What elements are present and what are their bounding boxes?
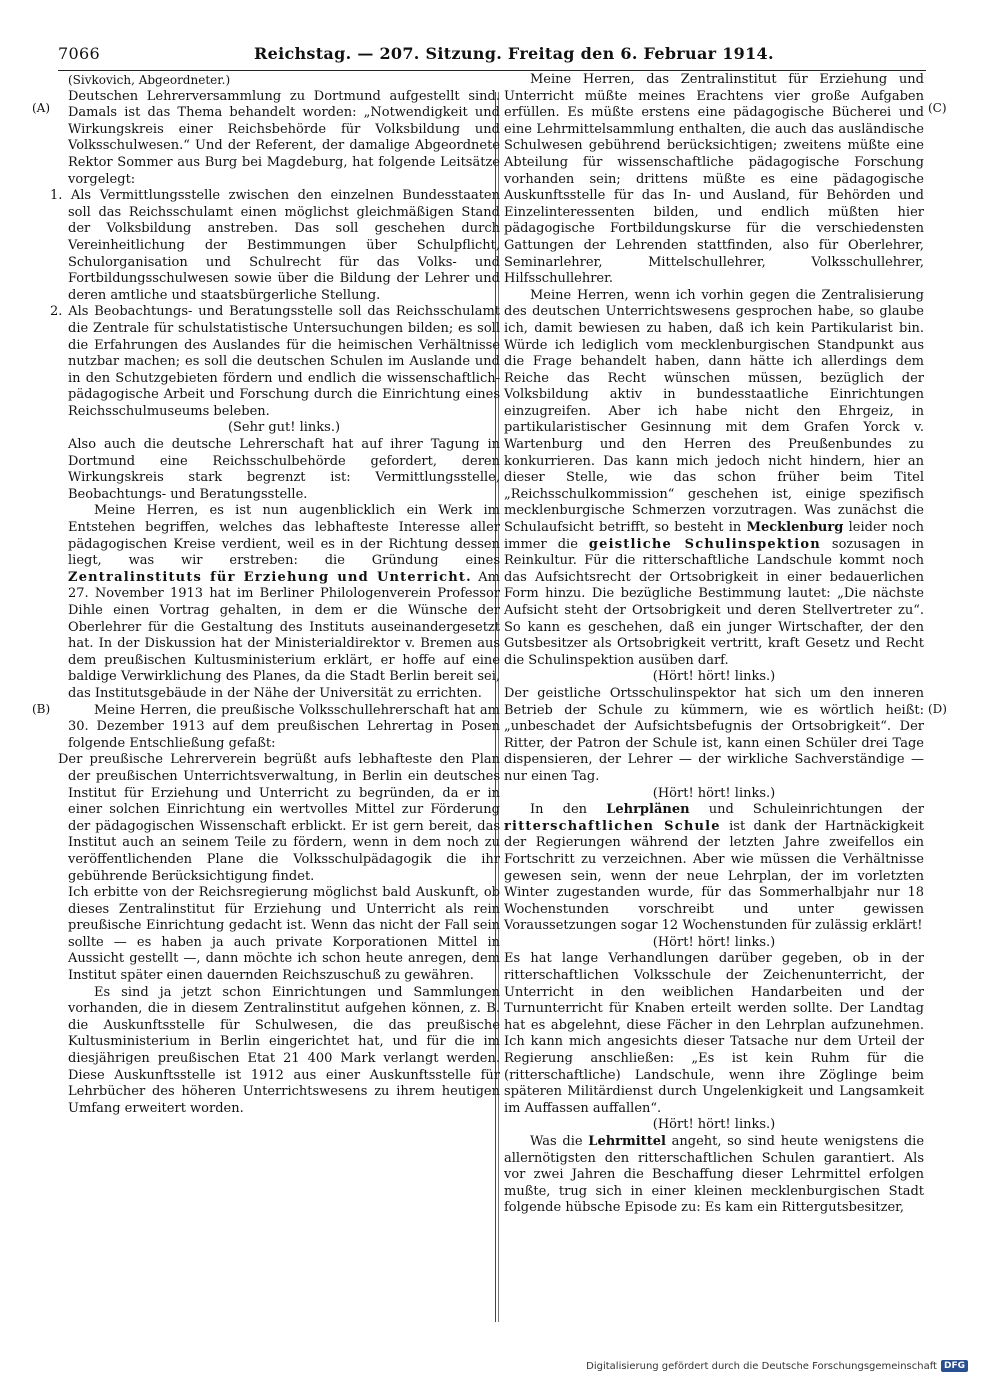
paragraph: Ich erbitte von der Reichsregierung möglichst bald Auskunft, ob dieses Zentralinstitut für Erziehung und Unterricht als rein preußische Einrichtung gedacht ist. Wenn das nicht der Fall sein sollte — es haben ja auch private Korporationen Mittel in Aussicht gestellt —, dann möchte ich schon heute anregen, dem Institut später einen dauernden Reichszuschuß zu gewähren. (68, 885, 500, 984)
paragraph: Meine Herren, das Zentralinstitut für Erziehung und Unterricht müßte meines Erachtens vier große Aufgaben erfüllen. Es müßte erstens eine pädagogische Bücherei und eine Lehrmittelsammlung enthalten, die auch das ausländische Schulwesen gebührend berücksichtigen; zweitens müßte eine Abteilung für wissenschaftliche pädagogische Forschung vorhanden sein; drittens müßte es eine pädagogische Auskunftsstelle für das In- und Ausland, für Behörden und Einzelinteressenten bilden, und endlich müßten hier pädagogische Fortbildungskurse für die verschiedensten Gattungen der Lehrenden stattfinden, also für Oberlehrer, Seminarlehrer, Mittelschullehrer, Volksschullehrer, Hilfsschullehrer. (504, 72, 924, 287)
emphasis: ritterschaftlichen Schule (504, 818, 721, 834)
margin-marker-c: (C) (928, 101, 947, 115)
interjection: (Sehr gut! links.) (227, 420, 341, 436)
list-item: 2. Als Beobachtungs- und Beratungsstelle soll das Reichsschulamt die Zentrale für schulstatistische Untersuchungen bilden; es soll die Erfahrungen des Auslandes für die heimischen Verhältnisse nutzbar machen; es soll die deutschen Schulen im Auslande und in den Schutzgebieten fördern und endlich die wissenschaftlich-pädagogische Arbeit und Forschung durch die Einrichtung eines Reichsschulmuseums beleben. (50, 304, 500, 419)
left-column (50, 72, 500, 1117)
footer-text: Digitalisierung gefördert durch die Deutsche Forschungsgemeinschaft (586, 1360, 937, 1372)
paragraph-text: Was die (530, 1134, 583, 1149)
paragraph-text: ist dank der Hartnäckigkeit der Regierungen während der letzten Jahre zweifellos ein Fortschritt zu verzeichnen. Aber wie müssen die Verhältnisse gewesen sein, wenn der neue Lehrplan, der im vorletzten Winter zugestanden wurde, für das Sommerhalbjahr nur 18 Wochenstunden vorschreibt und unter gewissen Voraussetzungen sogar 12 Wochenstunden für zulässig erklärt! (504, 818, 924, 934)
page-number: 7066 (58, 44, 100, 63)
paragraph: Der geistliche Ortsschulinspektor hat sich um den inneren Betrieb der Schule zu kümmern, wie es wörtlich heißt: „unbeschadet der Aufsichtsbefugnis der Ortsobrigkeit“. Der Ritter, der Patron der Schule ist, kann einen Schüler drei Tage dispensieren, der Lehrer — der wirkliche Sachverständige — nur einen Tag. (504, 685, 924, 784)
margin-marker-a: (A) (32, 101, 51, 115)
emphasis: Mecklenburg (746, 520, 844, 536)
emphasis: Lehrmittel (588, 1134, 666, 1149)
paragraph: Meine Herren, die preußische Volksschullehrerschaft hat am 30. Dezember 1913 auf dem preußischen Lehrertag in Posen folgende Entschließung gefaßt: (68, 702, 500, 751)
page-header (58, 42, 926, 70)
margin-marker-b: (B) (32, 702, 51, 716)
paragraph: Es hat lange Verhandlungen darüber gegeben, ob in der ritterschaftlichen Volksschule der Zeichenunterricht, der Unterricht in den weiblichen Handarbeiten und der Turnunterricht für Knaben erteilt werden sollte. Der Landtag hat es abgelehnt, diese Fächer in den Lehrplan aufzunehmen. Ich kann mich angesichts dieser Tatsache nur dem Urteil der Regierung anschließen: „Es ist kein Ruhm für die (ritterschaftliche) Landschule, wenn ihre Zöglinge beim späteren Militärdienst durch Ungelenkigkeit und Langsamkeit im Auffassen auffallen“. (504, 951, 924, 1116)
header-rule (58, 70, 926, 71)
paragraph-text: In den (530, 802, 588, 818)
paragraph: Also auch die deutsche Lehrerschaft hat auf ihrer Tagung in Dortmund eine Reichsschulbehörde gefordert, deren Wirkungskreis stark begrenzt ist: Vermittlungsstelle, Beobachtungs- und Beratungsstelle. (68, 437, 500, 502)
paragraph-text: und Schuleinrichtungen der (708, 802, 924, 818)
paragraph-text: Meine Herren, es ist nun augenblicklich ein Werk im Entstehen begriffen, welches das lebhafteste Interesse aller pädagogischen Kreise verdient, weil es in der Richtung dessen liegt, was wir erstreben: die Gründung eines (68, 503, 500, 569)
paragraph (504, 288, 924, 670)
paragraph-text: leider noch immer die (504, 520, 924, 552)
interjection: (Hört! hört! links.) (652, 785, 776, 801)
interjection: (Hört! hört! links.) (652, 1117, 776, 1133)
dfg-logo: DFG (941, 1360, 968, 1372)
paragraph (504, 802, 924, 935)
paragraph (68, 503, 500, 702)
right-column (504, 72, 924, 1217)
margin-marker-d: (D) (928, 702, 947, 716)
speaker-label: (Sivkovich, Abgeordneter.) (68, 73, 231, 87)
emphasis: Zentralinstituts für Erziehung und Unterricht. (68, 569, 472, 585)
running-title: Reichstag. — 207. Sitzung. Freitag den 6. Februar 1914. (254, 44, 774, 63)
emphasis: Lehrplänen (606, 802, 690, 818)
interjection: (Hört! hört! links.) (652, 669, 776, 685)
paragraph (504, 1134, 924, 1217)
paragraph-text: sozusagen in Reinkultur. Für die ritterschaftliche Landschule kommt noch das Aufsichtsrecht der Ortsobrigkeit in einer bedauerlichen Form hinzu. Die bezügliche Bestimmung lautet: „Die nächste Aufsicht steht der Ortsobrigkeit und deren Stellvertreter zu“. So kann es geschehen, daß ein junger Wirtschafter, der den Gutsbesitzer als Ortsobrigkeit vertritt, kraft Gesetz und Recht die Schulinspektion ausüben darf. (504, 536, 924, 668)
paragraph: Deutschen Lehrerversammlung zu Dortmund aufgestellt sind. Damals ist das Thema behandelt worden: „Notwendigkeit und Wirkungskreis einer Reichsbehörde für Volksbildung und Volksschulwesen.“ Und der Referent, der damalige Abgeordnete Rektor Sommer aus Burg bei Magdeburg, hat folgende Leitsätze vorgelegt: (68, 88, 500, 187)
paragraph: Es sind ja jetzt schon Einrichtungen und Sammlungen vorhanden, die in diesem Zentralinstitut aufgehen können, z. B. die Auskunftsstelle für Schulwesen, die das preußische Kultusministerium in Berlin eingerichtet hat, und für die im diesjährigen preußischen Etat 21 400 Mark verlangt werden. Diese Auskunftsstelle ist 1912 aus einer Auskunftsstelle für Lehrbücher des höheren Unterrichtswesens zu ihrem heutigen Umfang erweitert worden. (68, 984, 500, 1116)
emphasis: geistliche Schulinspektion (588, 536, 821, 552)
paragraph-text: Meine Herren, wenn ich vorhin gegen die Zentralisierung des deutschen Unterrichtswesens gesprochen habe, so glaube ich, damit bewiesen zu haben, daß ich kein Partikularist bin. Würde ich lediglich vom mecklenburgischen Standpunkt aus die Frage behandelt haben, dann hätte ich allerdings dem Reiche das Recht wünschen müssen, bezüglich der Volksbildung aktiv in bundesstaatliche Einrichtungen einzugreifen. Aber ich habe nicht den Ehrgeiz, in partikularistischer Gesinnung mit dem Grafen Yorck v. Wartenburg und den Herren des Preußenbundes zu konkurrieren. Das kann mich jedoch nicht hindern, hier an dieser Stelle, wie das schon früher beim Titel „Reichsschulkommission“ geschehen ist, einige spezifisch mecklenburgische Schmerzen vorzutragen. Was zunächst die Schulaufsicht betrifft, so besteht in (504, 287, 924, 536)
paragraph-text: angeht, so sind heute wenigstens die allernötigsten den ritterschaftlichen Schulen garantiert. Als vor zwei Jahren die Beschaffung dieser Lehrmittel erfolgen mußte, trug sich in einer kleinen mecklenburgischen Stadt folgende hübsche Episode zu: Es kam ein Rittergutsbesitzer, (504, 1134, 925, 1216)
interjection: (Hört! hört! links.) (652, 934, 776, 950)
list-item: 1. Als Vermittlungsstelle zwischen den einzelnen Bundesstaaten soll das Reichsschulamt einen möglichst gleichmäßigen Stand der Volksbildung anstreben. Das soll geschehen durch Vereinheitlichung der Bestimmungen über Schulpflicht, Schulorganisation und Schulrecht für das Volks- und Fortbildungsschulwesen sowie über die Bildung der Lehrer und deren amtliche und staatsbürgerliche Stellung. (50, 188, 500, 303)
paragraph-text: Am 27. November 1913 hat im Berliner Philologenverein Professor Dihle einen Vortrag gehalten, in dem er die Wünsche der Oberlehrer für die Gestaltung des Instituts auseinandergesetzt hat. In der Diskussion hat der Ministerialdirektor v. Bremen aus dem preußischen Kultusministerium erklärt, er hoffe auf eine baldige Verwirklichung des Planes, da die Stadt Berlin bereit sei, das Institutsgebäude in der Nähe der Universität zu errichten. (68, 569, 500, 701)
quote-block: Der preußische Lehrerverein begrüßt aufs lebhafteste den Plan der preußischen Unterrichtsverwaltung, in Berlin ein deutsches Institut für Erziehung und Unterricht zu begründen, da er in einer solchen Einrichtung ein wertvolles Mittel zur Förderung der pädagogischen Wissenschaft erblickt. Er ist gern bereit, das Institut auch an seinem Teile zu fördern, wenn in dem noch zu veröffentlichenden Plane die Volksschulpädagogik die ihr gebührende Berücksichtigung findet. (58, 752, 500, 884)
footer (586, 1360, 968, 1372)
